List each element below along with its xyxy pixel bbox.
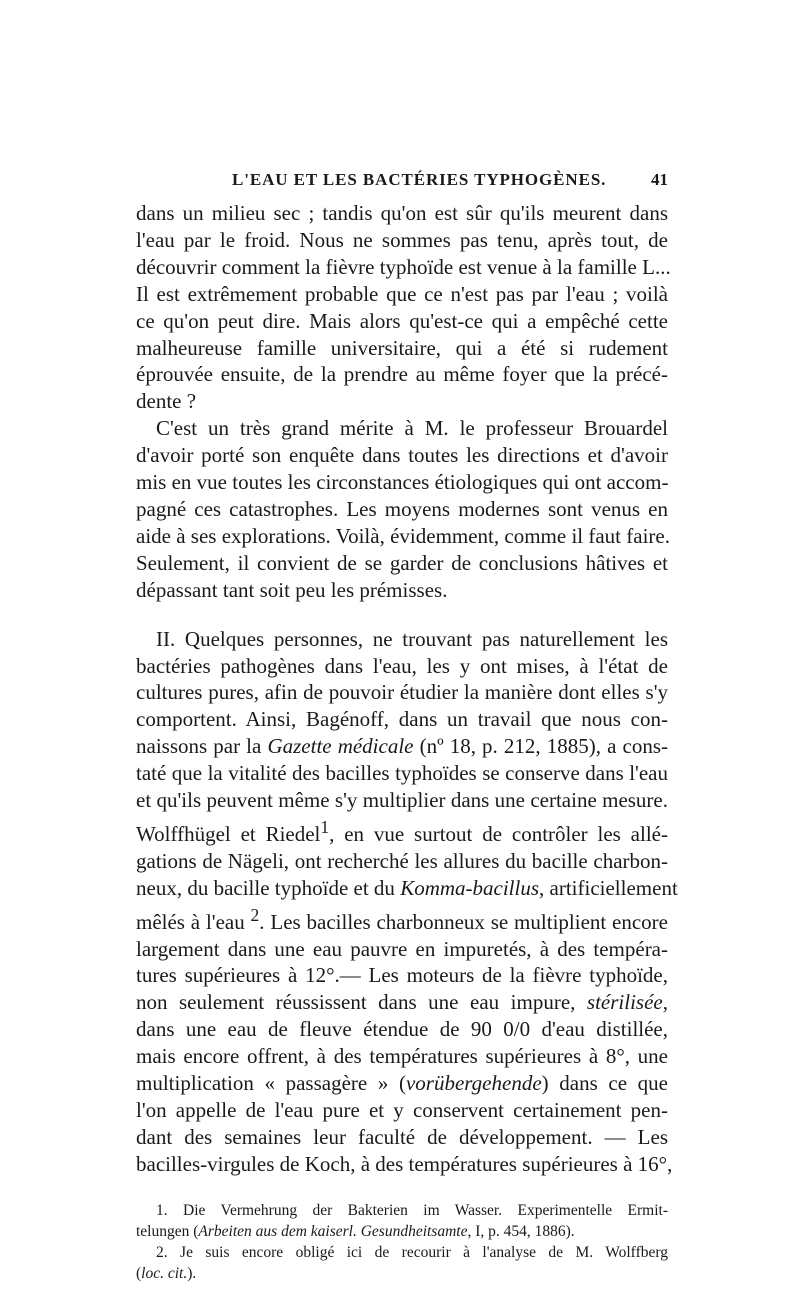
text-run: ,: [662, 990, 668, 1015]
footnote-line: 1. Die Vermehrung der Bakterien im Wasser. Experimentelle Ermit-: [156, 1201, 668, 1219]
page-number: 41: [651, 170, 668, 189]
italic-term: stérilisée: [586, 990, 663, 1015]
text-line: malheureuse famille universitaire, qui a été si rudement: [136, 335, 668, 360]
text-line: [136, 733, 668, 760]
text-line: C'est un très grand mérite à M. le professeur Brouardel: [156, 416, 668, 441]
text-line: II. Quelques personnes, ne trouvant pas naturellement les: [156, 626, 668, 651]
footnote-line: 2. Je suis encore obligé ici de recourir à l'analyse de M. Wolffberg: [156, 1243, 668, 1261]
text-line: [136, 989, 668, 1016]
text-line: l'eau par le froid. Nous ne sommes pas tenu, après tout, de: [136, 227, 668, 252]
text-run: , en vue surtout de contrôler les allé-: [329, 821, 668, 846]
text-run: . Les bacilles charbonneux se multiplient encore: [259, 909, 668, 934]
footnotes: [136, 1200, 668, 1284]
text-line: bacilles-virgules de Koch, à des températures supérieures à 16°,: [136, 1151, 673, 1176]
text-run: multiplication « passagère » (: [136, 1071, 406, 1096]
text-line: dépassant tant soit peu les prémisses.: [136, 577, 448, 602]
text-line: ce qu'on peut dire. Mais alors qu'est-ce qui a empêché cette: [136, 308, 668, 333]
text-run: (: [136, 1264, 142, 1282]
italic-term: vorübergehende: [405, 1071, 542, 1096]
text-run: Wolffhügel et Riedel: [136, 821, 321, 846]
text-line: dant des semaines leur faculté de développement. — Les: [136, 1124, 668, 1149]
text-line: découvrir comment la fièvre typhoïde est venue à la famille L...: [136, 254, 671, 279]
text-line: mais encore offrent, à des températures supérieures à 8°, une: [136, 1044, 668, 1069]
text-line: largement dans une eau pauvre en impuretés, à des tempéra-: [136, 936, 668, 961]
text-run: ).: [187, 1264, 197, 1282]
text-line: [136, 875, 678, 902]
text-run: telungen (: [136, 1222, 199, 1240]
running-title: L'EAU ET LES BACTÉRIES TYPHOGÈNES.: [232, 170, 607, 189]
text-line: d'avoir porté son enquête dans toutes les directions et d'avoir: [136, 443, 668, 468]
text-line: l'on appelle de l'eau pure et y conservent certainement pen-: [136, 1098, 668, 1122]
text-run: (nº 18, p. 212, 1885), a cons-: [419, 734, 669, 759]
italic-term: Komma-bacillus: [400, 875, 540, 900]
italic-term: Arbeiten aus dem kaiserl. Gesundheitsamte: [198, 1222, 468, 1240]
footnote-ref: 2: [250, 904, 260, 925]
text-line: comportent. Ainsi, Bagénoff, dans un travail que nous con-: [136, 707, 668, 732]
text-run: ) dans ce que: [541, 1071, 668, 1096]
italic-term: loc. cit.: [141, 1264, 188, 1282]
text-line: cultures pures, afin de pouvoir étudier la manière dont elles s'y: [136, 680, 668, 705]
text-run: mêlés à l'eau: [136, 909, 245, 934]
text-line: aide à ses explorations. Voilà, évidemment, comme il faut faire.: [136, 523, 670, 548]
text-line: pagné ces catastrophes. Les moyens modernes sont venus en: [136, 496, 668, 521]
text-line: et qu'ils peuvent même s'y multiplier dans une certaine mesure.: [136, 788, 668, 813]
text-line: dans une eau de fleuve étendue de 90 0/0 d'eau distillée,: [136, 1017, 668, 1042]
text-line: [136, 902, 668, 936]
text-line: dente ?: [136, 389, 197, 414]
journal-title: Gazette médicale: [267, 734, 414, 759]
text-line: gations de Nägeli, ont recherché les allures du bacille charbon-: [136, 848, 668, 873]
footnote-line: [136, 1221, 668, 1242]
text-line: [136, 1070, 668, 1097]
footnote-ref: 1: [320, 816, 330, 837]
running-header: [136, 170, 668, 200]
text-line: [136, 814, 668, 848]
page: [136, 170, 678, 1284]
text-run: naissons par la: [136, 734, 262, 759]
footnote-line: [136, 1263, 668, 1284]
text-run: , artificiellement: [539, 875, 678, 900]
text-run: non seulement réussissent dans une eau impure,: [136, 990, 576, 1015]
text-line: Seulement, il convient de se garder de conclusions hâtives et: [136, 550, 668, 575]
text-line: Il est extrêmement probable que ce n'est pas par l'eau ; voilà: [136, 281, 668, 306]
text-line: dans un milieu sec ; tandis qu'on est sûr qu'ils meurent dans: [136, 201, 668, 225]
text-run: neux, du bacille typhoïde et du: [136, 875, 395, 900]
text-line: taté que la vitalité des bacilles typhoïdes se conserve dans l'eau: [136, 761, 668, 786]
text-line: bactéries pathogènes dans l'eau, les y ont mises, à l'état de: [136, 653, 668, 678]
text-line: éprouvée ensuite, de la prendre au même foyer que la précé-: [136, 362, 668, 387]
section-gap: [136, 604, 668, 626]
text-run: , I, p. 454, 1886).: [467, 1222, 575, 1240]
text-line: mis en vue toutes les circonstances étiologiques qui ont accom-: [136, 470, 669, 495]
text-line: tures supérieures à 12°.— Les moteurs de la fièvre typhoïde,: [136, 963, 668, 988]
body-text: [136, 200, 678, 1178]
